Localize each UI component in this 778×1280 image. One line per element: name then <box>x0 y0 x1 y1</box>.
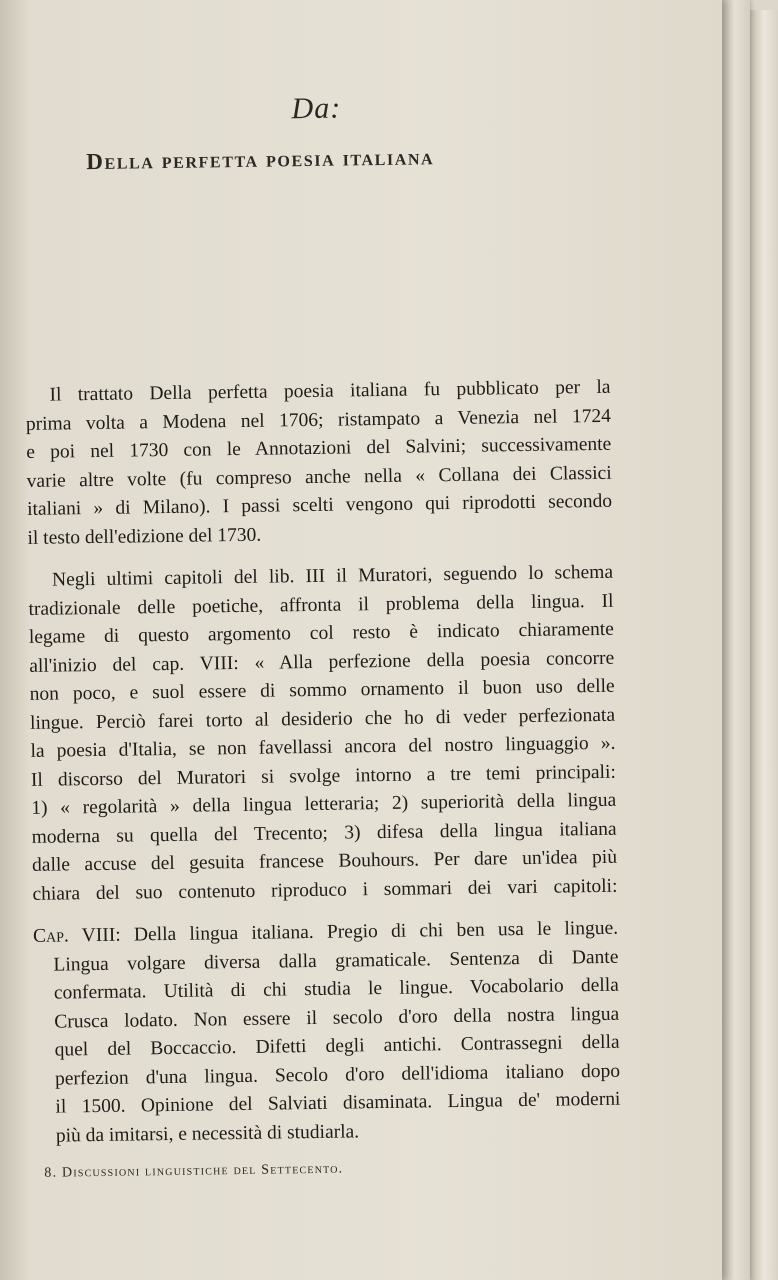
text-line: quel del Boccaccio. Difetti degli antichi. Contrassegni della <box>54 1031 620 1061</box>
text-line: italiani » di Milano). I passi scelti vengono qui riprodotti secondo <box>26 490 613 520</box>
text-line: 1) « regolarità » della lingua letteraria; 2) superiorità della lingua <box>31 789 617 819</box>
page-content <box>20 0 621 1181</box>
page-edge-front <box>722 0 750 1280</box>
chapter-first-line-text: Della lingua italiana. Pregio di chi ben usa le lingue. <box>133 917 619 946</box>
paragraph-discussion <box>28 559 618 909</box>
heading-title: Della perfetta poesia italiana <box>86 144 435 175</box>
text-line: lingue. Perciò farei torto al desiderio che ho di veder perfezionata <box>29 704 616 734</box>
text-line: all'inizio del cap. VIII: « Alla perfezione della poesia concorre <box>29 647 615 677</box>
text-line: Il trattato Della perfetta poesia italiana fu pubblicato per la <box>49 376 611 406</box>
text-line: il 1500. Opinione del Salviati disaminata. Lingua de' moderni <box>55 1088 621 1118</box>
text-line: chiara del suo contenuto riproduco i sommari dei vari capitoli: <box>32 875 618 905</box>
text-line: perfezion d'una lingua. Secolo d'oro dell'idioma italiano dopo <box>54 1060 621 1090</box>
text-line: confermata. Utilità di chi studia le lingue. Vocabolario della <box>53 974 619 1004</box>
text-line: legame di questo argomento col resto è indicato chiaramente <box>28 618 614 648</box>
text-line: Negli ultimi capitoli del lib. III il Muratori, seguendo lo schema <box>51 561 614 591</box>
body-text <box>25 374 621 1151</box>
text-line: Lingua volgare diversa dalla gramaticale. Sentenza di Dante <box>53 946 619 976</box>
text-line: non poco, e suol essere di sommo ornamento il buon uso delle <box>29 675 615 705</box>
paragraph-intro <box>25 374 612 553</box>
text-line: Crusca lodato. Non essere il secolo d'oro della nostra lingua <box>54 1003 620 1033</box>
text-line: più da imitarsi, e necessità di studiarla. <box>55 1120 360 1147</box>
text-line: il testo dell'edizione del 1730. <box>27 524 262 549</box>
text-line: e poi nel 1730 con le Annotazioni del Salvini; successivamente <box>26 433 612 463</box>
text-line: varie altre volte (fu compreso anche nella « Collana dei Classici <box>26 462 612 492</box>
page-footer: 8. Discussioni linguistiche del Settecento. <box>44 1161 344 1181</box>
text-line: prima volta a Modena nel 1706; ristampato a Venezia nel 1724 <box>25 405 612 435</box>
chapter-summary <box>33 915 621 1151</box>
text-line: moderna su quella del Trecento; 3) difesa della lingua italiana <box>31 818 617 848</box>
chapter-label: Cap. VIII: <box>32 924 121 947</box>
heading-prefix: Da: <box>291 91 342 126</box>
text-line: la poesia d'Italia, se non favellassi ancora del nostro linguaggio ». <box>30 732 616 762</box>
text-line: Il discorso del Muratori si svolge intorno a tre temi principali: <box>30 761 616 791</box>
text-line: tradizionale delle poetiche, affronta il problema della lingua. Il <box>28 590 614 620</box>
text-line: dalle accuse del gesuita francese Bouhours. Per dare un'idea più <box>31 846 618 876</box>
page-edge-back <box>750 10 778 1280</box>
